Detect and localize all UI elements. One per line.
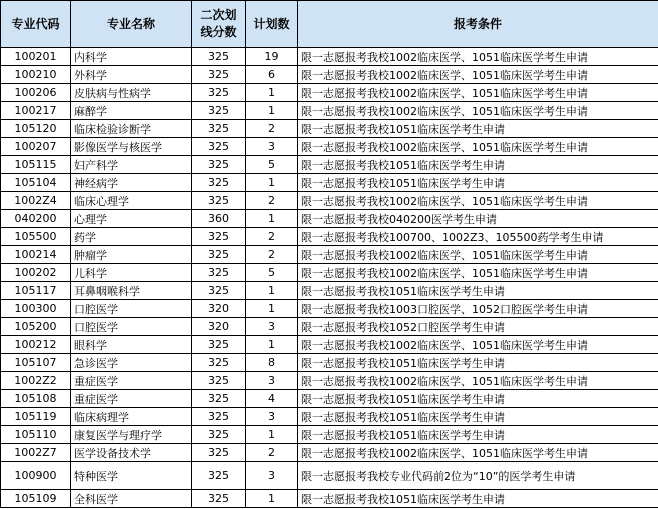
cell-plan: 1 xyxy=(246,426,298,444)
cell-score: 325 xyxy=(192,490,246,508)
cell-name: 全科医学 xyxy=(71,490,192,508)
cell-code: 105120 xyxy=(1,120,71,138)
cell-score: 325 xyxy=(192,264,246,282)
table-row xyxy=(1,246,658,264)
cell-condition: 限一志愿报考我校1051临床医学考生申请 xyxy=(298,174,658,192)
cell-score: 325 xyxy=(192,84,246,102)
table-row xyxy=(1,102,658,120)
cell-score: 325 xyxy=(192,462,246,490)
cell-code: 100210 xyxy=(1,66,71,84)
cell-condition: 限一志愿报考我校1002临床医学、1051临床医学考生申请 xyxy=(298,102,658,120)
cell-score: 325 xyxy=(192,282,246,300)
cell-condition: 限一志愿报考我校1051临床医学考生申请 xyxy=(298,490,658,508)
cell-plan: 1 xyxy=(246,102,298,120)
cell-plan: 3 xyxy=(246,408,298,426)
cell-condition: 限一志愿报考我校1051临床医学考生申请 xyxy=(298,354,658,372)
cell-score: 325 xyxy=(192,408,246,426)
cell-code: 100217 xyxy=(1,102,71,120)
cell-condition: 限一志愿报考我校1002临床医学、1051临床医学考生申请 xyxy=(298,66,658,84)
cell-condition: 限一志愿报考我校1002临床医学、1051临床医学考生申请 xyxy=(298,336,658,354)
cell-code: 1002Z2 xyxy=(1,372,71,390)
cell-score: 325 xyxy=(192,444,246,462)
cell-code: 1002Z7 xyxy=(1,444,71,462)
table-row xyxy=(1,84,658,102)
table-row xyxy=(1,48,658,66)
table-row xyxy=(1,408,658,426)
table-row xyxy=(1,138,658,156)
cell-code: 105200 xyxy=(1,318,71,336)
cell-plan: 3 xyxy=(246,462,298,490)
cell-score: 325 xyxy=(192,48,246,66)
cell-code: 100201 xyxy=(1,48,71,66)
cell-condition: 限一志愿报考我校1002临床医学、1051临床医学考生申请 xyxy=(298,444,658,462)
table-row xyxy=(1,66,658,84)
cell-score: 325 xyxy=(192,174,246,192)
cell-plan: 8 xyxy=(246,354,298,372)
table-row xyxy=(1,174,658,192)
cell-score: 325 xyxy=(192,390,246,408)
table-row xyxy=(1,282,658,300)
cell-plan: 3 xyxy=(246,138,298,156)
cell-score: 325 xyxy=(192,354,246,372)
cell-score: 325 xyxy=(192,246,246,264)
cell-name: 麻醉学 xyxy=(71,102,192,120)
cell-score: 325 xyxy=(192,138,246,156)
table-row xyxy=(1,390,658,408)
cell-score: 325 xyxy=(192,336,246,354)
table-row xyxy=(1,228,658,246)
table-row xyxy=(1,426,658,444)
cell-condition: 限一志愿报考我校1051临床医学考生申请 xyxy=(298,390,658,408)
table-body xyxy=(1,48,658,508)
cell-code: 105115 xyxy=(1,156,71,174)
cell-name: 皮肤病与性病学 xyxy=(71,84,192,102)
table-row xyxy=(1,354,658,372)
cell-condition: 限一志愿报考我校1002临床医学、1051临床医学考生申请 xyxy=(298,192,658,210)
cell-condition: 限一志愿报考我校1002临床医学、1051临床医学考生申请 xyxy=(298,48,658,66)
cell-code: 1002Z4 xyxy=(1,192,71,210)
cell-name: 重症医学 xyxy=(71,390,192,408)
cell-condition: 限一志愿报考我校1002临床医学、1051临床医学考生申请 xyxy=(298,84,658,102)
header-score: 二次划线分数 xyxy=(192,1,246,48)
cell-code: 105117 xyxy=(1,282,71,300)
cell-code: 100900 xyxy=(1,462,71,490)
cell-plan: 1 xyxy=(246,210,298,228)
cell-name: 外科学 xyxy=(71,66,192,84)
cell-plan: 5 xyxy=(246,264,298,282)
header-condition: 报考条件 xyxy=(298,1,658,48)
cell-name: 内科学 xyxy=(71,48,192,66)
cell-name: 妇产科学 xyxy=(71,156,192,174)
cell-plan: 1 xyxy=(246,490,298,508)
table-row xyxy=(1,318,658,336)
cell-name: 临床心理学 xyxy=(71,192,192,210)
table-row xyxy=(1,462,658,490)
header-name: 专业名称 xyxy=(71,1,192,48)
cell-condition: 限一志愿报考我校专业代码前2位为“10”的医学考生申请 xyxy=(298,462,658,490)
cell-score: 325 xyxy=(192,66,246,84)
table-row xyxy=(1,192,658,210)
header-code: 专业代码 xyxy=(1,1,71,48)
table-row xyxy=(1,300,658,318)
cell-name: 急诊医学 xyxy=(71,354,192,372)
table-row xyxy=(1,120,658,138)
cell-plan: 2 xyxy=(246,246,298,264)
cell-name: 特种医学 xyxy=(71,462,192,490)
cell-condition: 限一志愿报考我校1052口腔医学考生申请 xyxy=(298,318,658,336)
cell-condition: 限一志愿报考我校1051临床医学考生申请 xyxy=(298,282,658,300)
cell-plan: 1 xyxy=(246,282,298,300)
cell-name: 耳鼻咽喉科学 xyxy=(71,282,192,300)
cell-name: 药学 xyxy=(71,228,192,246)
cell-name: 临床检验诊断学 xyxy=(71,120,192,138)
cell-code: 100206 xyxy=(1,84,71,102)
cell-name: 肿瘤学 xyxy=(71,246,192,264)
cell-code: 100212 xyxy=(1,336,71,354)
cell-condition: 限一志愿报考我校1051临床医学考生申请 xyxy=(298,426,658,444)
table-row xyxy=(1,372,658,390)
cell-code: 105109 xyxy=(1,490,71,508)
table-row xyxy=(1,264,658,282)
cell-name: 心理学 xyxy=(71,210,192,228)
cell-score: 325 xyxy=(192,156,246,174)
cell-name: 神经病学 xyxy=(71,174,192,192)
cell-plan: 2 xyxy=(246,444,298,462)
cell-condition: 限一志愿报考我校1051临床医学考生申请 xyxy=(298,156,658,174)
cell-plan: 5 xyxy=(246,156,298,174)
cell-condition: 限一志愿报考我校1002临床医学、1051临床医学考生申请 xyxy=(298,264,658,282)
cell-condition: 限一志愿报考我校1002临床医学、1051临床医学考生申请 xyxy=(298,372,658,390)
table-row xyxy=(1,210,658,228)
cell-name: 重症医学 xyxy=(71,372,192,390)
cell-score: 320 xyxy=(192,318,246,336)
cell-plan: 1 xyxy=(246,336,298,354)
cell-score: 325 xyxy=(192,192,246,210)
cell-code: 105110 xyxy=(1,426,71,444)
table-row xyxy=(1,444,658,462)
cell-condition: 限一志愿报考我校1051临床医学考生申请 xyxy=(298,408,658,426)
cell-name: 康复医学与理疗学 xyxy=(71,426,192,444)
cell-plan: 6 xyxy=(246,66,298,84)
cell-condition: 限一志愿报考我校100700、1002Z3、105500药学考生申请 xyxy=(298,228,658,246)
cell-name: 影像医学与核医学 xyxy=(71,138,192,156)
cell-code: 105104 xyxy=(1,174,71,192)
header-plan: 计划数 xyxy=(246,1,298,48)
cell-name: 口腔医学 xyxy=(71,318,192,336)
cell-plan: 19 xyxy=(246,48,298,66)
cell-name: 临床病理学 xyxy=(71,408,192,426)
cell-code: 100207 xyxy=(1,138,71,156)
cell-code: 100300 xyxy=(1,300,71,318)
cell-score: 320 xyxy=(192,300,246,318)
cell-name: 眼科学 xyxy=(71,336,192,354)
cell-code: 100202 xyxy=(1,264,71,282)
cell-code: 105500 xyxy=(1,228,71,246)
cell-code: 100214 xyxy=(1,246,71,264)
cell-code: 105108 xyxy=(1,390,71,408)
cell-code: 105107 xyxy=(1,354,71,372)
cell-score: 360 xyxy=(192,210,246,228)
cell-condition: 限一志愿报考我校1051临床医学考生申请 xyxy=(298,120,658,138)
cell-code: 105119 xyxy=(1,408,71,426)
cell-plan: 1 xyxy=(246,84,298,102)
cell-plan: 1 xyxy=(246,300,298,318)
cell-name: 医学设备技术学 xyxy=(71,444,192,462)
table-row xyxy=(1,336,658,354)
cell-plan: 3 xyxy=(246,318,298,336)
cell-condition: 限一志愿报考我校1003口腔医学、1052口腔医学考生申请 xyxy=(298,300,658,318)
cell-score: 325 xyxy=(192,228,246,246)
cell-plan: 2 xyxy=(246,120,298,138)
table-row xyxy=(1,490,658,508)
cell-condition: 限一志愿报考我校1002临床医学、1051临床医学考生申请 xyxy=(298,246,658,264)
cell-code: 040200 xyxy=(1,210,71,228)
cell-plan: 2 xyxy=(246,228,298,246)
cell-score: 325 xyxy=(192,102,246,120)
cell-score: 325 xyxy=(192,120,246,138)
table-row xyxy=(1,156,658,174)
cell-condition: 限一志愿报考我校040200医学考生申请 xyxy=(298,210,658,228)
cell-score: 325 xyxy=(192,372,246,390)
cell-plan: 4 xyxy=(246,390,298,408)
cell-score: 325 xyxy=(192,426,246,444)
cell-plan: 1 xyxy=(246,174,298,192)
header-row xyxy=(1,1,658,48)
cell-plan: 2 xyxy=(246,192,298,210)
cell-condition: 限一志愿报考我校1002临床医学、1051临床医学考生申请 xyxy=(298,138,658,156)
cell-plan: 3 xyxy=(246,372,298,390)
cell-name: 儿科学 xyxy=(71,264,192,282)
cell-name: 口腔医学 xyxy=(71,300,192,318)
